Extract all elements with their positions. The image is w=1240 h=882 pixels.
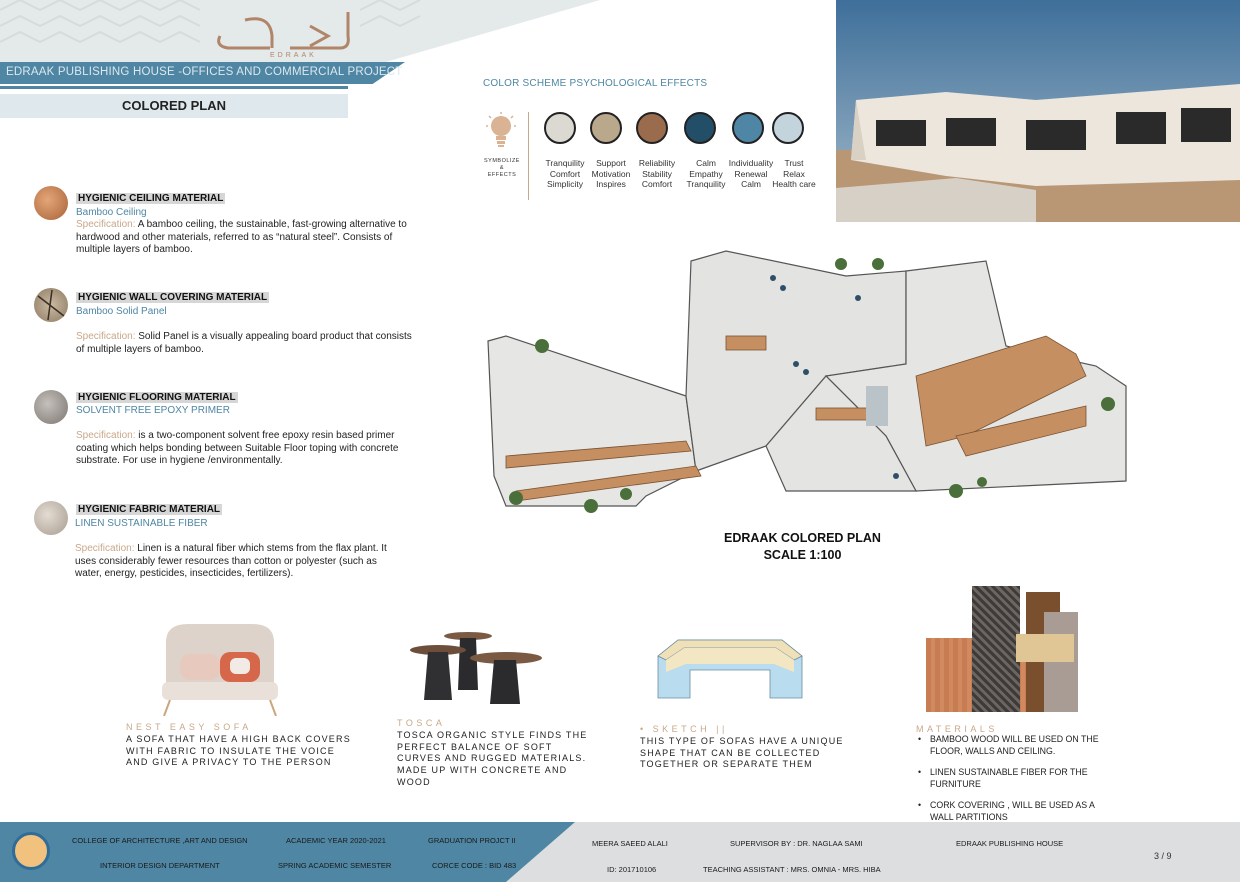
panel-cross-icon <box>34 288 68 322</box>
swatch-label: Trust Relax Health care <box>772 158 816 189</box>
divider <box>528 112 529 200</box>
swatch-label: Calm Empathy Tranquility <box>686 158 726 189</box>
footer-course-code: CORCE CODE : BID 483 <box>432 861 517 870</box>
swatch-individuality <box>732 112 764 144</box>
material-spec: Specification: is a two-component solvent free epoxy resin based primer coating which helps bonding between Suitable Floor toping with concrete substrate. For use in hygiene /environmentally. <box>76 430 399 466</box>
furniture-heading: • SKETCH || <box>640 724 728 734</box>
colored-floor-plan <box>486 236 1132 526</box>
fabric-sample <box>1044 612 1078 712</box>
swatch-label: Tranquility Comfort Simplicity <box>545 158 585 189</box>
linen-swatch <box>34 501 68 535</box>
material-name: Bamboo Solid Panel <box>76 306 167 317</box>
epoxy-swatch <box>34 390 68 424</box>
sketch-sofa-image <box>654 632 806 702</box>
swatch-label: Reliability Stability Comfort <box>638 158 676 189</box>
exterior-rendering <box>836 0 1240 222</box>
lightbulb-icon <box>486 112 516 150</box>
section-title: COLORED PLAN <box>0 94 348 118</box>
swatch-support <box>590 112 622 144</box>
plan-caption <box>700 530 905 564</box>
material-heading: HYGIENIC FLOORING MATERIAL <box>78 392 236 403</box>
swatch-tranquility <box>544 112 576 144</box>
materials-list <box>916 734 1116 833</box>
furniture-heading: NEST EASY SOFA <box>126 722 252 732</box>
bamboo-ceiling-swatch <box>34 186 68 220</box>
material-name: SOLVENT FREE EPOXY PRIMER <box>76 405 230 416</box>
footer-student: MEERA SAEED ALALI <box>592 839 668 848</box>
header-divider <box>0 86 348 89</box>
footer-assistant: TEACHING ASSISTANT : MRS. OMNIA - MRS. HIBA <box>703 865 881 874</box>
furniture-heading: TOSCA <box>397 718 446 728</box>
footer-college: COLLEGE OF ARCHITECTURE ,ART AND DESIGN <box>72 836 248 845</box>
swatch-calm <box>684 112 716 144</box>
footer-supervisor: SUPERVISOR BY : DR. NAGLAA SAMI <box>730 839 863 848</box>
material-spec: Specification: A bamboo ceiling, the sustainable, fast-growing alternative to hardwood and other materials, referred to as “natural steel”. Consists of multiple layers of bamboo. <box>76 219 407 255</box>
material-spec: Specification: Solid Panel is a visually appealing board product that consists of multiple layers of bamboo. <box>76 331 412 355</box>
materials-list-item: • CORK COVERING , WILL BE USED AS A WALL PARTITIONS <box>916 800 1116 823</box>
footer-band <box>0 822 575 882</box>
furniture-text: A SOFA THAT HAVE A HIGH BACK COVERS WITH FABRIC TO INSULATE THE VOICE AND GIVE A PRIVACY TO THE PERSON <box>126 734 351 768</box>
furniture-text: THIS TYPE OF SOFAS HAVE A UNIQUE SHAPE THAT CAN BE COLLECTED TOGETHER OR SEPARATE THEM <box>640 736 844 770</box>
tosca-tables-image <box>408 630 544 704</box>
swatch-trust <box>772 112 804 144</box>
plan-scale: SCALE 1:100 <box>763 548 842 562</box>
panel-sample <box>972 586 1020 712</box>
bamboo-panel-swatch <box>34 288 68 322</box>
footer-department: INTERIOR DESIGN DEPARTMENT <box>100 861 220 870</box>
materials-heading: MATERIALS <box>916 724 998 734</box>
symbolize-label: SYMBOLIZE & EFFECTS <box>484 158 520 178</box>
material-name: Bamboo Ceiling <box>76 207 147 218</box>
footer-project: GRADUATION PROJCT II <box>428 836 516 845</box>
color-scheme-title: COLOR SCHEME PSYCHOLOGICAL EFFECTS <box>483 78 708 89</box>
project-title: EDRAAK PUBLISHING HOUSE -OFFICES AND COMMERCIAL PROJECT <box>6 66 403 78</box>
page-number: 3 / 9 <box>1154 851 1172 861</box>
materials-list-item: • BAMBOO WOOD WILL BE USED ON THE FLOOR, WALLS AND CEILING. <box>916 734 1116 757</box>
material-heading: HYGIENIC FABRIC MATERIAL <box>78 504 221 515</box>
footer-semester: SPRING ACADEMIC SEMESTER <box>278 861 392 870</box>
swatch-label: Individuality Renewal Calm <box>728 158 774 189</box>
swatch-label: Support Motivation Inspires <box>591 158 631 189</box>
cork-sample <box>1016 634 1074 662</box>
swatch-reliability <box>636 112 668 144</box>
materials-list-item: • LINEN SUSTAINABLE FIBER FOR THE FURNITURE <box>916 767 1116 790</box>
material-spec: Specification: Linen is a natural fiber which stems from the flax plant. It uses considerably fewer resources than cotton or polyester (such as water, energy, pesticides, insecticides, fertilizers). <box>75 543 387 579</box>
logo-text: EDRAAK <box>270 52 317 58</box>
footer-house: EDRAAK PUBLISHING HOUSE <box>956 839 1064 848</box>
materials-board-image <box>926 586 1078 712</box>
plan-title: EDRAAK COLORED PLAN <box>724 531 881 545</box>
edraak-logo <box>210 6 360 58</box>
furniture-text: TOSCA ORGANIC STYLE FINDS THE PERFECT BALANCE OF SOFT CURVES AND RUGGED MATERIALS. MADE UP WITH CONCRETE AND WOOD <box>397 730 588 787</box>
material-heading: HYGIENIC CEILING MATERIAL <box>78 193 224 204</box>
university-seal <box>12 832 50 870</box>
nest-easy-sofa-image <box>158 620 282 716</box>
material-heading: HYGIENIC WALL COVERING MATERIAL <box>78 292 268 303</box>
footer-student-id: ID: 201710106 <box>607 865 657 874</box>
material-name: LINEN SUSTAINABLE FIBER <box>75 518 208 529</box>
footer-academic-year: ACADEMIC YEAR 2020-2021 <box>286 836 386 845</box>
